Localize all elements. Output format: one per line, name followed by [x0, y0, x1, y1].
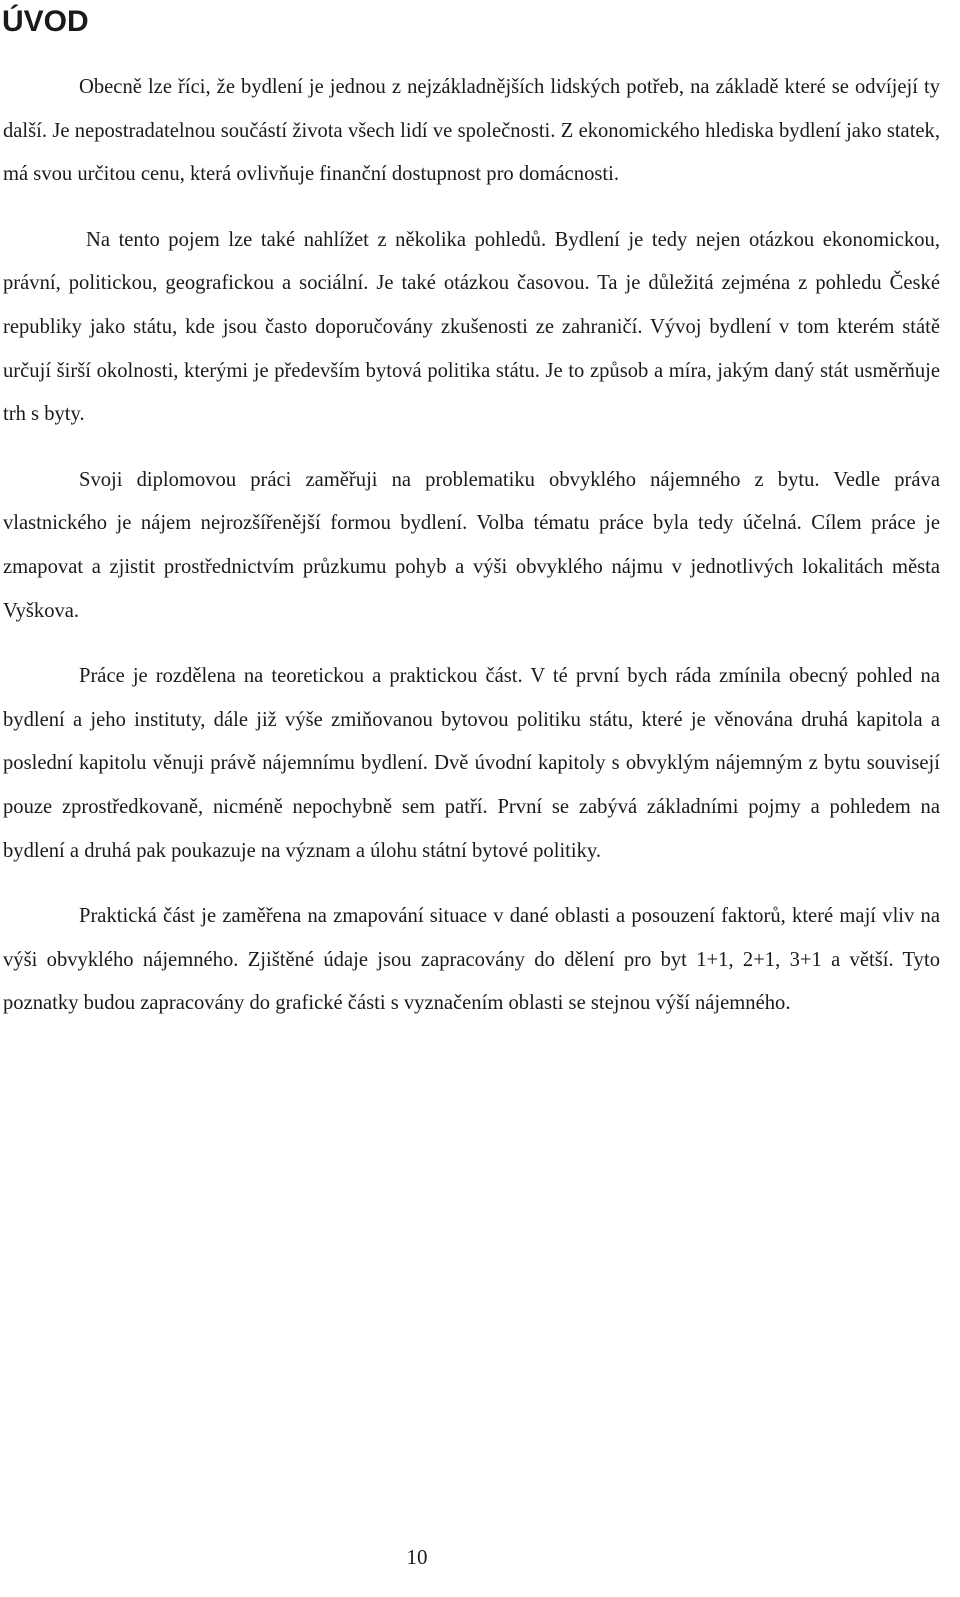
paragraph-2: Na tento pojem lze také nahlížet z několika pohledů. Bydlení je tedy nejen otázkou ekonomickou, právní, politickou, geografickou a sociální. Je také otázkou časovou. Ta je důležitá zejména z pohledu České republiky jako státu, kde jsou často doporučovány zkušenosti ze zahraničí. Vývoj bydlení v tom kterém státě určují širší okolnosti, kterými je především bytová politika státu. Je to způsob a míra, jakým daný stát usměrňuje trh s byty. — [3, 228, 940, 426]
paragraph-4: Práce je rozdělena na teoretickou a praktickou část. V té první bych ráda zmínila obecný pohled na bydlení a jeho instituty, dále již výše zmiňovanou bytovou politiku státu, které je věnována druhá kapitola a poslední kapitolu věnuji právě nájemnímu bydlení. Dvě úvodní kapitoly s obvyklým nájemným z bytu souvisejí pouze zprostředkovaně, nicméně nepochybně sem patří. První se zabývá základními pojmy a pohledem na bydlení a druhá pak poukazuje na význam a úlohu státní bytové politiky. — [3, 665, 940, 862]
page-number: 10 — [406, 1545, 428, 1569]
paragraph-3: Svoji diplomovou práci zaměřuji na problematiku obvyklého nájemného z bytu. Vedle práva vlastnického je nájem nejrozšířenější formou bydlení. Volba tématu práce byla tedy účelná. Cílem práce je zmapovat a zjistit prostřednictvím průzkumu pohyb a výši obvyklého nájmu v jednotlivých lokalitách města Vyškova. — [3, 468, 940, 622]
paragraph-5: Praktická část je zaměřena na zmapování situace v dané oblasti a posouzení faktorů, které mají vliv na výši obvyklého nájemného. Zjištěné údaje jsou zapracovány do dělení pro byt 1+1, 2+1, 3+1 a větší. Tyto poznatky budou zapracovány do grafické části s vyznačením oblasti se stejnou výší nájemného. — [3, 905, 940, 1015]
paragraph-1: Obecně lze říci, že bydlení je jednou z nejzákladnějších lidských potřeb, na základě které se odvíjejí ty další. Je nepostradatelnou součástí života všech lidí ve společnosti. Z ekonomického hlediska bydlení jako statek, má svou určitou cenu, která ovlivňuje finanční dostupnost pro domácnosti. — [3, 76, 940, 186]
document-body — [3, 66, 940, 1048]
page-title: ÚVOD — [2, 5, 89, 38]
